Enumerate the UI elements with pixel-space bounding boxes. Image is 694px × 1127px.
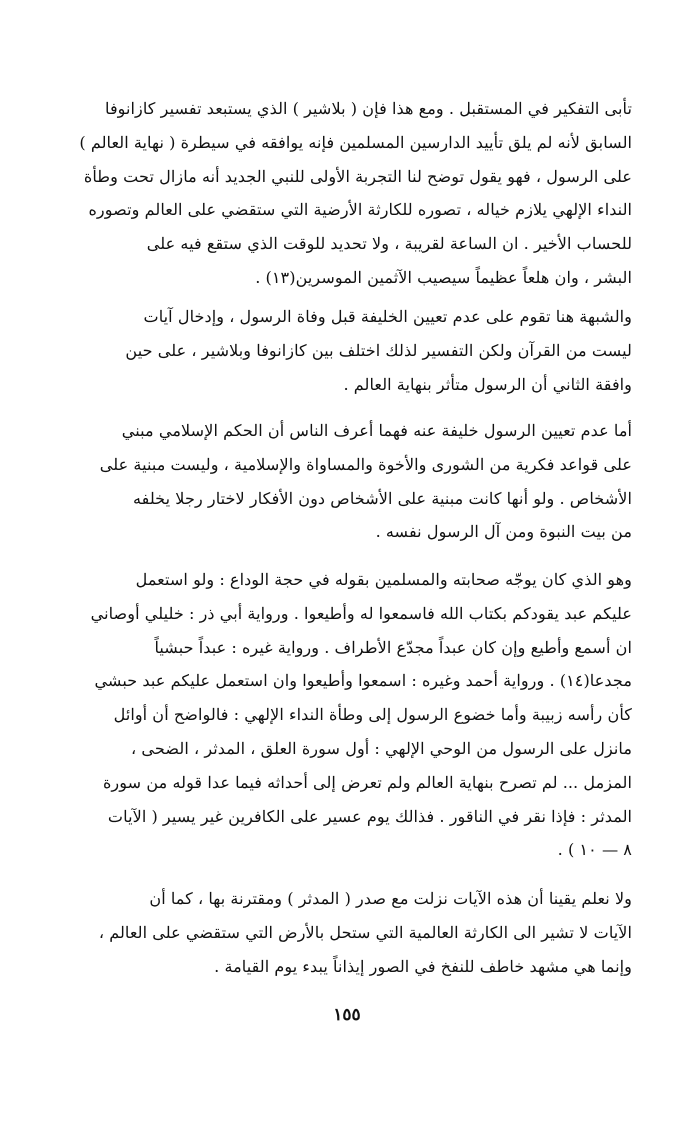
paragraph-line: ليست من القرآن ولكن التفسير لذلك اختلف بين كازانوفا وبلاشير ، على حين: [125, 340, 632, 360]
paragraph-4: [66, 563, 632, 867]
paragraph-line: وإنما هي مشهد خاطف للنفخ في الصور إيذاناً يبدء يوم القيامة .: [214, 956, 632, 976]
paragraph-1: [66, 92, 632, 295]
paragraph-line: مجدعا(١٤) . ورواية أحمد وغيره : اسمعوا وأطيعوا وان استعمل عليكم عبد حبشي: [94, 671, 632, 691]
paragraph-line: والشبهة هنا تقوم على عدم تعيين الخليفة قبل وفاة الرسول ، وإدخال آيات: [143, 307, 632, 326]
paragraph-line: ٨ — ١٠ ) .: [557, 840, 632, 860]
paragraph-2: [66, 300, 632, 401]
paragraph-line: وهو الذي كان يوجّه صحابته والمسلمين بقوله في حجة الوداع : ولو استعمل: [135, 570, 632, 589]
paragraph-3: [66, 414, 632, 549]
paragraph-5: [66, 882, 632, 983]
page-number: ١٥٥: [333, 1005, 361, 1025]
paragraph-line: على الرسول ، فهو يقول توضح لنا التجربة الأولى للنبي الجديد أنه مازال تحت وطأة: [83, 166, 632, 186]
paragraph-line: النداء الإلهي يلازم خياله ، تصوره للكارثة الأرضية التي ستقضي على العالم وتصوره: [88, 200, 632, 220]
paragraph-line: تأبى التفكير في المستقبل . ومع هذا فإن ( بلاشير ) الذي يستبعد تفسير كازانوفا: [105, 99, 632, 118]
paragraph-line: للحساب الأخير . ان الساعة لقريبة ، ولا تحديد للوقت الذي ستقع فيه على: [146, 234, 632, 254]
paragraph-line: عليكم عبد يقودكم بكتاب الله فاسمعوا له وأطيعوا . ورواية أبي ذر : خليلي أوصاني: [90, 603, 632, 623]
paragraph-line: أما عدم تعيين الرسول خليفة عنه فهما أعرف الناس أن الحكم الإسلامي مبني: [121, 421, 632, 440]
paragraph-line: المزمل ... لم تصرح بنهاية العالم ولم تعرض إلى أحداثه فيما عدا قوله من سورة: [102, 772, 632, 792]
paragraph-line: وافقة الثاني أن الرسول متأثر بنهاية العالم .: [343, 374, 632, 394]
paragraph-line: البشر ، وان هلعاً عظيماً سيصيب الآثمين الموسرين(١٣) .: [255, 267, 632, 287]
paragraph-line: السابق لأنه لم يلق تأييد الدارسين المسلمين فإنه يوافقه في سيطرة ( نهاية العالم ): [79, 132, 632, 152]
paragraph-line: ان أسمع وأطيع وإن كان عبداً مجدّع الأطراف . ورواية غيره : عبداً حبشياً: [154, 637, 632, 657]
paragraph-line: على قواعد فكرية من الشورى والأخوة والمساواة والإسلامية ، وليست مبنية على: [99, 454, 632, 474]
paragraph-line: كأن رأسه زبيبة وأما خضوع الرسول إلى وطأة النداء الإلهي : فالواضح أن أوائل: [113, 705, 632, 725]
paragraph-line: مانزل على الرسول من الوحي الإلهي : أول سورة العلق ، المدثر ، الضحى ،: [131, 738, 632, 758]
paragraph-line: ولا نعلم يقينا أن هذه الآيات نزلت مع صدر ( المدثر ) ومقترنة بها ، كما أن: [149, 889, 632, 908]
paragraph-line: المدثر : فإذا نقر في الناقور . فذالك يوم عسير على الكافرين غير يسير ( الآيات: [107, 806, 632, 826]
paragraph-line: الأشخاص . ولو أنها كانت مبنية على الأشخاص دون الأفكار لاختار رجلا يخلفه: [132, 488, 632, 508]
paragraph-line: من بيت النبوة ومن آل الرسول نفسه .: [375, 522, 632, 542]
paragraph-line: الآيات لا تشير الى الكارثة العالمية التي ستحل بالأرض التي ستقضي على العالم ،: [98, 922, 632, 942]
